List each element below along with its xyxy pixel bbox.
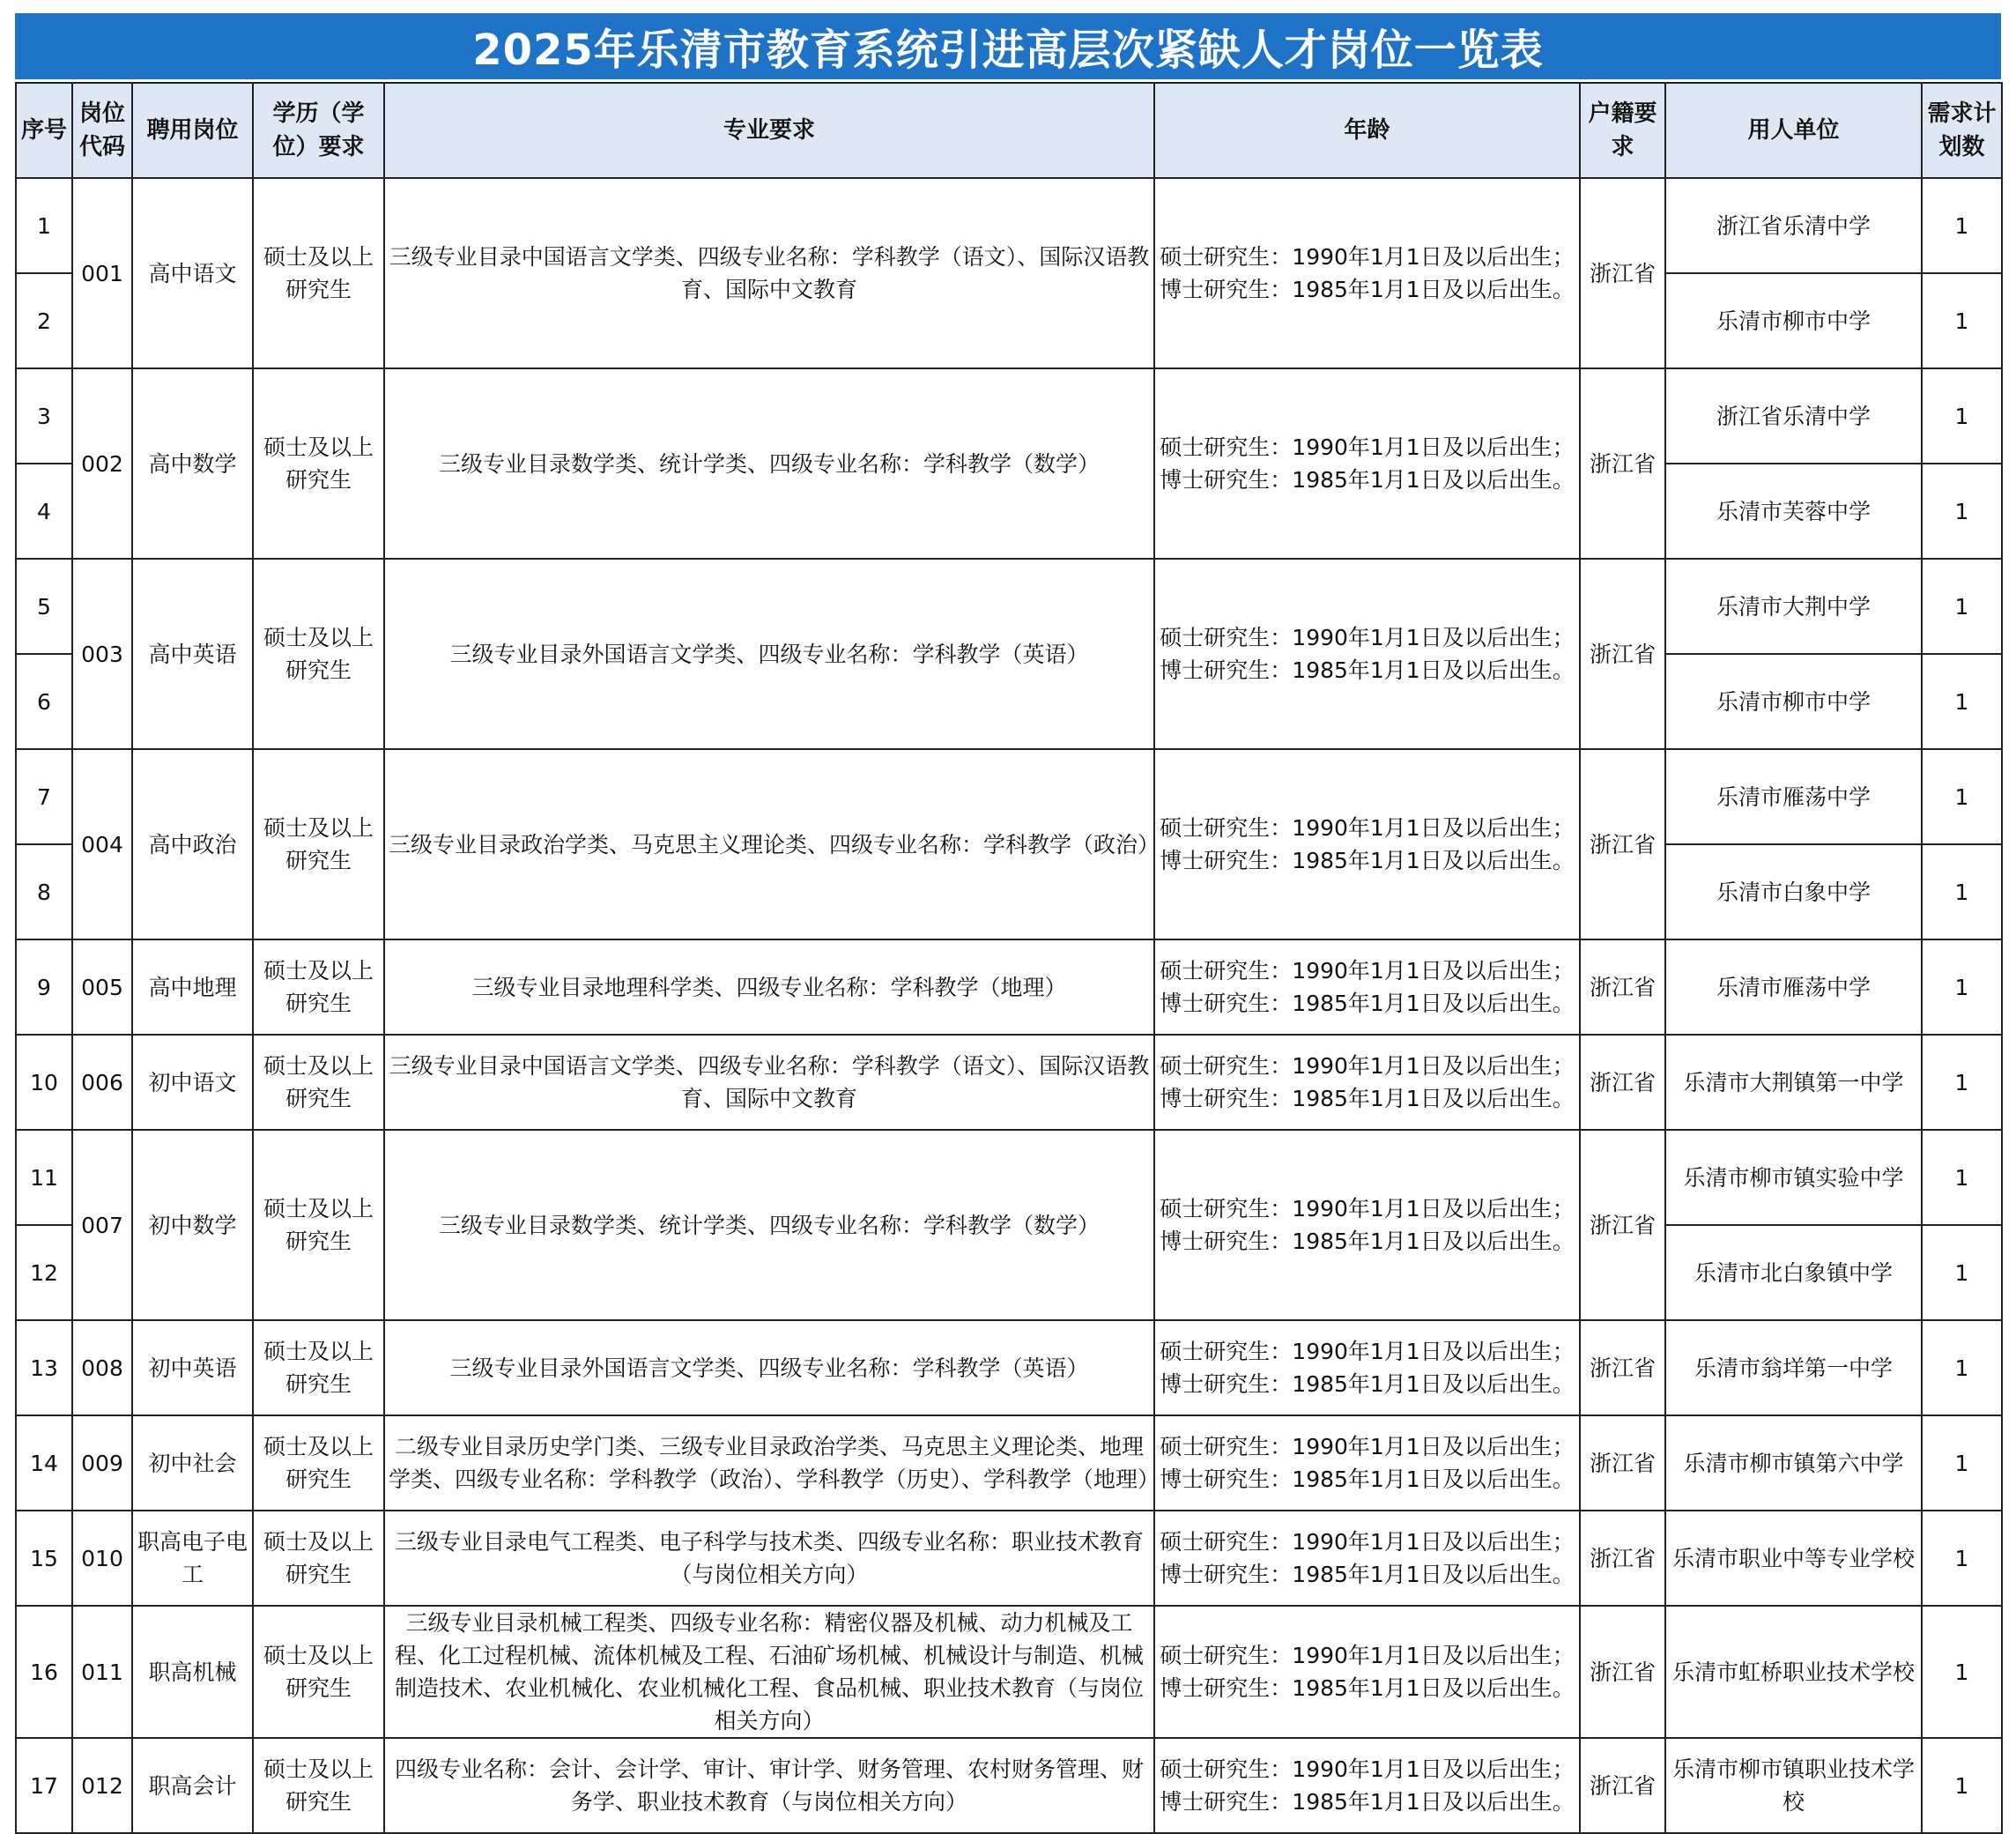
position-name-cell: 高中地理 xyxy=(132,939,253,1035)
header-unit: 用人单位 xyxy=(1665,83,1922,178)
table-row xyxy=(16,939,2002,1035)
seq-cell: 5 xyxy=(16,559,72,654)
age-line-doctor: 博士研究生：1985年1月1日及以后出生。 xyxy=(1160,991,1575,1016)
age-line-doctor: 博士研究生：1985年1月1日及以后出生。 xyxy=(1160,1229,1575,1254)
position-name-cell: 高中语文 xyxy=(132,178,253,368)
age-cell xyxy=(1154,1320,1580,1415)
age-cell xyxy=(1154,1511,1580,1606)
age-line-master: 硕士研究生：1990年1月1日及以后出生； xyxy=(1160,625,1575,650)
seq-cell: 16 xyxy=(16,1606,72,1738)
hukou-cell: 浙江省 xyxy=(1580,559,1665,749)
education-cell: 硕士及以上研究生 xyxy=(253,1511,384,1606)
seq-cell: 10 xyxy=(16,1035,72,1130)
table-row xyxy=(16,178,2002,273)
positions-table xyxy=(15,82,2003,1834)
age-cell xyxy=(1154,559,1580,749)
age-line-doctor: 博士研究生：1985年1月1日及以后出生。 xyxy=(1160,1466,1575,1492)
position-code-cell: 009 xyxy=(72,1415,132,1511)
position-code-cell: 012 xyxy=(72,1738,132,1833)
header-seq: 序号 xyxy=(16,83,72,178)
age-line-master: 硕士研究生：1990年1月1日及以后出生； xyxy=(1160,1053,1575,1079)
unit-cell: 乐清市柳市中学 xyxy=(1665,273,1922,368)
major-cell: 三级专业目录地理科学类、四级专业名称：学科教学（地理） xyxy=(384,939,1154,1035)
position-name-cell: 高中政治 xyxy=(132,749,253,939)
education-cell: 硕士及以上研究生 xyxy=(253,1606,384,1738)
count-cell: 1 xyxy=(1922,1415,2002,1511)
major-cell: 三级专业目录中国语言文学类、四级专业名称：学科教学（语文）、国际汉语教育、国际中文教育 xyxy=(384,178,1154,368)
education-cell: 硕士及以上研究生 xyxy=(253,1130,384,1320)
major-cell: 三级专业目录数学类、统计学类、四级专业名称：学科教学（数学） xyxy=(384,1130,1154,1320)
header-major: 专业要求 xyxy=(384,83,1154,178)
education-cell: 硕士及以上研究生 xyxy=(253,1035,384,1130)
count-cell: 1 xyxy=(1922,1225,2002,1320)
major-cell: 三级专业目录数学类、统计学类、四级专业名称：学科教学（数学） xyxy=(384,368,1154,559)
major-cell: 三级专业目录外国语言文学类、四级专业名称：学科教学（英语） xyxy=(384,1320,1154,1415)
hukou-cell: 浙江省 xyxy=(1580,749,1665,939)
position-code-cell: 010 xyxy=(72,1511,132,1606)
seq-cell: 12 xyxy=(16,1225,72,1320)
position-name-cell: 初中语文 xyxy=(132,1035,253,1130)
hukou-cell: 浙江省 xyxy=(1580,1320,1665,1415)
position-code-cell: 011 xyxy=(72,1606,132,1738)
seq-cell: 2 xyxy=(16,273,72,368)
header-code: 岗位代码 xyxy=(72,83,132,178)
seq-cell: 15 xyxy=(16,1511,72,1606)
age-line-doctor: 博士研究生：1985年1月1日及以后出生。 xyxy=(1160,1675,1575,1701)
count-cell: 1 xyxy=(1922,1320,2002,1415)
unit-cell: 乐清市芙蓉中学 xyxy=(1665,464,1922,559)
table-row xyxy=(16,1606,2002,1738)
education-cell: 硕士及以上研究生 xyxy=(253,749,384,939)
unit-cell: 乐清市柳市中学 xyxy=(1665,654,1922,749)
age-line-doctor: 博士研究生：1985年1月1日及以后出生。 xyxy=(1160,1371,1575,1397)
education-cell: 硕士及以上研究生 xyxy=(253,1738,384,1833)
seq-cell: 14 xyxy=(16,1415,72,1511)
major-cell: 三级专业目录外国语言文学类、四级专业名称：学科教学（英语） xyxy=(384,559,1154,749)
age-line-master: 硕士研究生：1990年1月1日及以后出生； xyxy=(1160,1196,1575,1221)
age-line-master: 硕士研究生：1990年1月1日及以后出生； xyxy=(1160,1339,1575,1364)
seq-cell: 17 xyxy=(16,1738,72,1833)
unit-cell: 乐清市柳市镇实验中学 xyxy=(1665,1130,1922,1225)
count-cell: 1 xyxy=(1922,178,2002,273)
unit-cell: 浙江省乐清中学 xyxy=(1665,368,1922,464)
age-cell xyxy=(1154,178,1580,368)
unit-cell: 乐清市雁荡中学 xyxy=(1665,939,1922,1035)
age-line-master: 硕士研究生：1990年1月1日及以后出生； xyxy=(1160,244,1575,270)
age-cell xyxy=(1154,939,1580,1035)
position-name-cell: 高中英语 xyxy=(132,559,253,749)
major-cell: 三级专业目录电气工程类、电子科学与技术类、四级专业名称：职业技术教育（与岗位相关方向） xyxy=(384,1511,1154,1606)
hukou-cell: 浙江省 xyxy=(1580,368,1665,559)
header-position: 聘用岗位 xyxy=(132,83,253,178)
age-line-master: 硕士研究生：1990年1月1日及以后出生； xyxy=(1160,1643,1575,1668)
age-line-doctor: 博士研究生：1985年1月1日及以后出生。 xyxy=(1160,1562,1575,1587)
age-cell xyxy=(1154,749,1580,939)
table-body xyxy=(16,178,2002,1833)
major-cell: 三级专业目录政治学类、马克思主义理论类、四级专业名称：学科教学（政治） xyxy=(384,749,1154,939)
header-education: 学历（学位）要求 xyxy=(253,83,384,178)
age-line-master: 硕士研究生：1990年1月1日及以后出生； xyxy=(1160,815,1575,841)
table-row xyxy=(16,1738,2002,1833)
seq-cell: 11 xyxy=(16,1130,72,1225)
education-cell: 硕士及以上研究生 xyxy=(253,939,384,1035)
position-name-cell: 高中数学 xyxy=(132,368,253,559)
unit-cell: 乐清市职业中等专业学校 xyxy=(1665,1511,1922,1606)
education-cell: 硕士及以上研究生 xyxy=(253,368,384,559)
count-cell: 1 xyxy=(1922,1511,2002,1606)
position-code-cell: 003 xyxy=(72,559,132,749)
unit-cell: 浙江省乐清中学 xyxy=(1665,178,1922,273)
position-name-cell: 初中数学 xyxy=(132,1130,253,1320)
table-row xyxy=(16,559,2002,654)
age-cell xyxy=(1154,1606,1580,1738)
major-cell: 二级专业目录历史学门类、三级专业目录政治学类、马克思主义理论类、地理学类、四级专业名称：学科教学（政治）、学科教学（历史）、学科教学（地理） xyxy=(384,1415,1154,1511)
age-line-doctor: 博士研究生：1985年1月1日及以后出生。 xyxy=(1160,467,1575,493)
table-row xyxy=(16,1320,2002,1415)
age-line-doctor: 博士研究生：1985年1月1日及以后出生。 xyxy=(1160,848,1575,873)
age-line-master: 硕士研究生：1990年1月1日及以后出生； xyxy=(1160,1756,1575,1782)
age-line-master: 硕士研究生：1990年1月1日及以后出生； xyxy=(1160,958,1575,984)
count-cell: 1 xyxy=(1922,939,2002,1035)
age-line-doctor: 博士研究生：1985年1月1日及以后出生。 xyxy=(1160,277,1575,302)
seq-cell: 8 xyxy=(16,844,72,939)
count-cell: 1 xyxy=(1922,1035,2002,1130)
header-hukou: 户籍要求 xyxy=(1580,83,1665,178)
seq-cell: 13 xyxy=(16,1320,72,1415)
major-cell: 三级专业目录中国语言文学类、四级专业名称：学科教学（语文）、国际汉语教育、国际中文教育 xyxy=(384,1035,1154,1130)
unit-cell: 乐清市柳市镇第六中学 xyxy=(1665,1415,1922,1511)
age-line-doctor: 博士研究生：1985年1月1日及以后出生。 xyxy=(1160,657,1575,683)
position-name-cell: 初中社会 xyxy=(132,1415,253,1511)
age-line-master: 硕士研究生：1990年1月1日及以后出生； xyxy=(1160,434,1575,460)
age-cell xyxy=(1154,1738,1580,1833)
age-line-doctor: 博士研究生：1985年1月1日及以后出生。 xyxy=(1160,1086,1575,1111)
unit-cell: 乐清市北白象镇中学 xyxy=(1665,1225,1922,1320)
count-cell: 1 xyxy=(1922,654,2002,749)
seq-cell: 1 xyxy=(16,178,72,273)
seq-cell: 9 xyxy=(16,939,72,1035)
table-row xyxy=(16,1130,2002,1225)
table-row xyxy=(16,1511,2002,1606)
position-name-cell: 职高会计 xyxy=(132,1738,253,1833)
count-cell: 1 xyxy=(1922,1738,2002,1833)
seq-cell: 3 xyxy=(16,368,72,464)
header-count: 需求计划数 xyxy=(1922,83,2002,178)
count-cell: 1 xyxy=(1922,464,2002,559)
seq-cell: 6 xyxy=(16,654,72,749)
header-row xyxy=(16,83,2002,178)
table-row xyxy=(16,1035,2002,1130)
education-cell: 硕士及以上研究生 xyxy=(253,1320,384,1415)
table-row xyxy=(16,749,2002,844)
unit-cell: 乐清市柳市镇职业技术学校 xyxy=(1665,1738,1922,1833)
position-code-cell: 007 xyxy=(72,1130,132,1320)
unit-cell: 乐清市大荆中学 xyxy=(1665,559,1922,654)
position-code-cell: 001 xyxy=(72,178,132,368)
position-name-cell: 职高电子电工 xyxy=(132,1511,253,1606)
unit-cell: 乐清市雁荡中学 xyxy=(1665,749,1922,844)
position-code-cell: 004 xyxy=(72,749,132,939)
major-cell: 四级专业名称：会计、会计学、审计、审计学、财务管理、农村财务管理、财务学、职业技术教育（与岗位相关方向） xyxy=(384,1738,1154,1833)
count-cell: 1 xyxy=(1922,844,2002,939)
age-cell xyxy=(1154,368,1580,559)
hukou-cell: 浙江省 xyxy=(1580,1130,1665,1320)
hukou-cell: 浙江省 xyxy=(1580,939,1665,1035)
count-cell: 1 xyxy=(1922,1606,2002,1738)
unit-cell: 乐清市翁垟第一中学 xyxy=(1665,1320,1922,1415)
age-cell xyxy=(1154,1130,1580,1320)
age-cell xyxy=(1154,1415,1580,1511)
header-age: 年龄 xyxy=(1154,83,1580,178)
table-row xyxy=(16,1415,2002,1511)
education-cell: 硕士及以上研究生 xyxy=(253,559,384,749)
hukou-cell: 浙江省 xyxy=(1580,178,1665,368)
count-cell: 1 xyxy=(1922,368,2002,464)
hukou-cell: 浙江省 xyxy=(1580,1738,1665,1833)
hukou-cell: 浙江省 xyxy=(1580,1511,1665,1606)
page-title: 2025年乐清市教育系统引进高层次紧缺人才岗位一览表 xyxy=(15,13,2001,79)
position-name-cell: 职高机械 xyxy=(132,1606,253,1738)
position-code-cell: 006 xyxy=(72,1035,132,1130)
position-code-cell: 002 xyxy=(72,368,132,559)
seq-cell: 7 xyxy=(16,749,72,844)
seq-cell: 4 xyxy=(16,464,72,559)
position-name-cell: 初中英语 xyxy=(132,1320,253,1415)
hukou-cell: 浙江省 xyxy=(1580,1035,1665,1130)
table-row xyxy=(16,368,2002,464)
count-cell: 1 xyxy=(1922,749,2002,844)
count-cell: 1 xyxy=(1922,559,2002,654)
unit-cell: 乐清市虹桥职业技术学校 xyxy=(1665,1606,1922,1738)
education-cell: 硕士及以上研究生 xyxy=(253,178,384,368)
position-code-cell: 008 xyxy=(72,1320,132,1415)
hukou-cell: 浙江省 xyxy=(1580,1415,1665,1511)
unit-cell: 乐清市大荆镇第一中学 xyxy=(1665,1035,1922,1130)
unit-cell: 乐清市白象中学 xyxy=(1665,844,1922,939)
count-cell: 1 xyxy=(1922,273,2002,368)
major-cell: 三级专业目录机械工程类、四级专业名称：精密仪器及机械、动力机械及工程、化工过程机械、流体机械及工程、石油矿场机械、机械设计与制造、机械制造技术、农业机械化、农业机械化工程、食品机械、职业技术教育（与岗位相关方向） xyxy=(384,1606,1154,1738)
age-cell xyxy=(1154,1035,1580,1130)
age-line-master: 硕士研究生：1990年1月1日及以后出生； xyxy=(1160,1434,1575,1459)
age-line-doctor: 博士研究生：1985年1月1日及以后出生。 xyxy=(1160,1789,1575,1815)
education-cell: 硕士及以上研究生 xyxy=(253,1415,384,1511)
position-code-cell: 005 xyxy=(72,939,132,1035)
age-line-master: 硕士研究生：1990年1月1日及以后出生； xyxy=(1160,1529,1575,1555)
hukou-cell: 浙江省 xyxy=(1580,1606,1665,1738)
count-cell: 1 xyxy=(1922,1130,2002,1225)
